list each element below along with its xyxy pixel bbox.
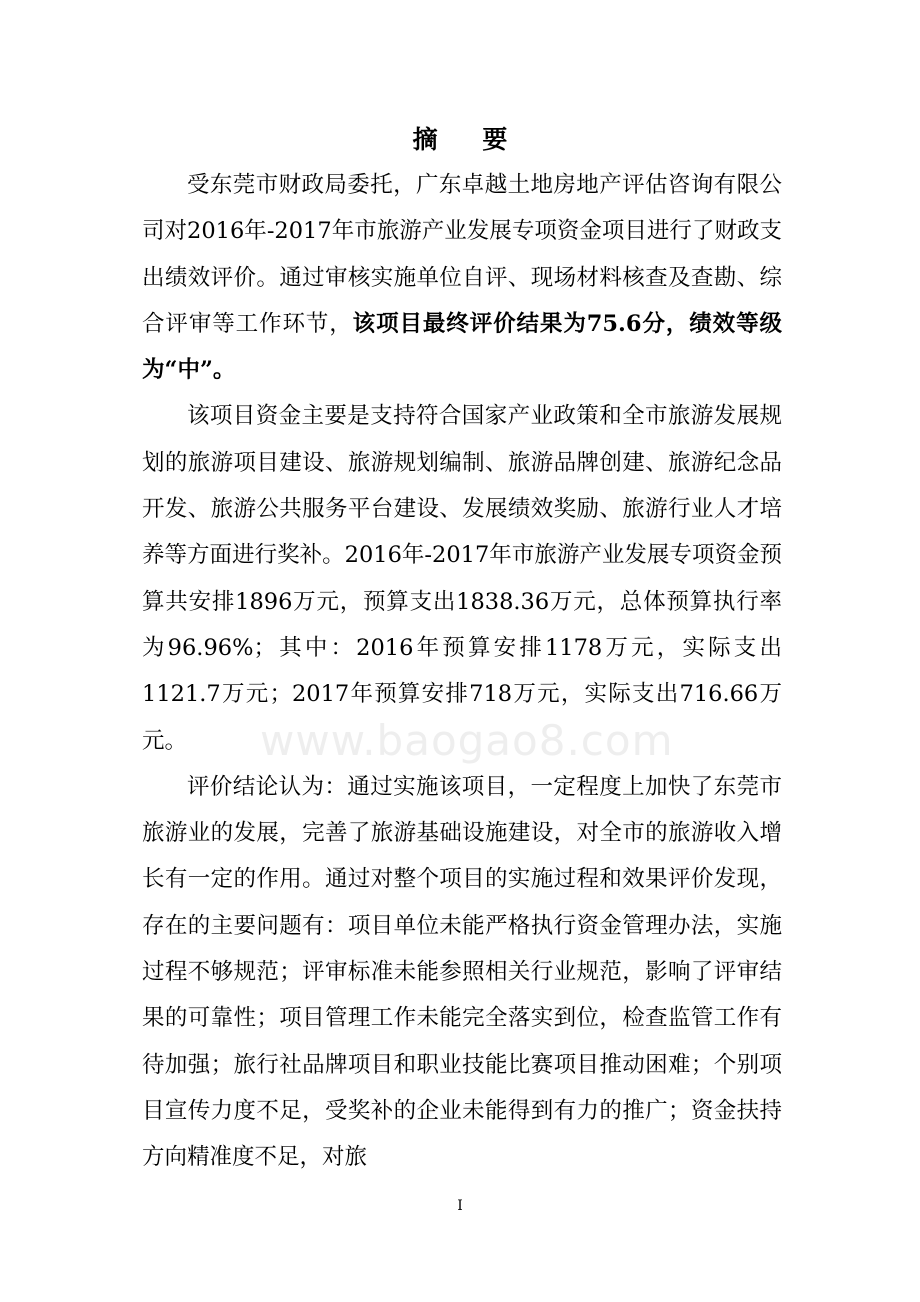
paragraph-3-text: 评价结论认为：通过实施该项目，一定程度上加快了东莞市旅游业的发展，完善了旅游基础设施建设，对全市的旅游收入增长有一定的作用。通过对整个项目的实施过程和效果评价发现，存在的主要问题有：项目单位未能严格执行资金管理办法，实施过程不够规范；评审标准未能参照相关行业规范，影响了评审结果的可靠性；项目管理工作未能完全落实到位，检查监管工作有待加强；旅行社品牌项目和职业技能比赛项目推动困难；个别项目宣传力度不足，受奖补的企业未能得到有力的推广；资金扶持方向精准度不足，对旅: [142, 773, 782, 1171]
paragraph-1-text: 受东莞市财政局委托，广东卓越土地房地产评估咨询有限公司对2016年-2017年市旅游产业发展专项资金项目进行了财政支出绩效评价。通过审核实施单位自评、现场材料核查及查勘、综合评审等工作环节，: [142, 172, 782, 337]
paragraph-2: [142, 393, 782, 763]
evaluation-result: 该项目最终评价结果为75.6分，绩效等级为“中”。: [142, 310, 782, 384]
abstract-title: 摘 要: [412, 125, 526, 154]
abstract-body: [142, 162, 782, 1181]
paragraph-2-text: 该项目资金主要是支持符合国家产业政策和全市旅游发展规划的旅游项目建设、旅游规划编制、旅游品牌创建、旅游纪念品开发、旅游公共服务平台建设、发展绩效奖励、旅游行业人才培养等方面进行奖补。2016年-2017年市旅游产业发展专项资金预算共安排1896万元，预算支出1838.36万元，总体预算执行率为96.96%；其中：2016年预算安排1178万元，实际支出1121.7万元；2017年预算安排718万元，实际支出716.66万元。: [142, 403, 782, 754]
watermark: www.baogao8.com: [260, 716, 674, 765]
paragraph-1: [142, 162, 782, 393]
paragraph-3: [142, 764, 782, 1181]
page-number: I: [457, 1198, 463, 1214]
